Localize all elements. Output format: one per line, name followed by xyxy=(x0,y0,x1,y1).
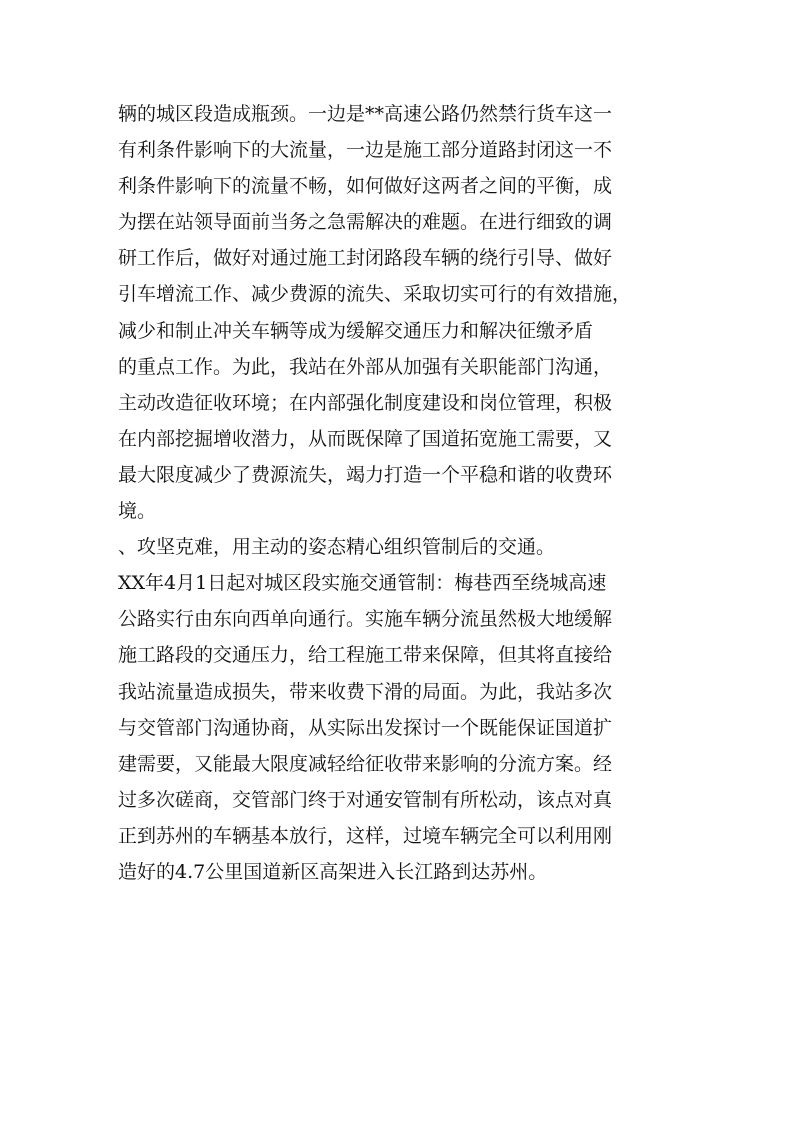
text-line: 过多次磋商，交管部门终于对通安管制有所松动，该点对真 xyxy=(118,788,613,811)
text-line: 为摆在站领导面前当务之急需解决的难题。在进行细致的调 xyxy=(118,211,613,234)
text-line: 正到苏州的车辆基本放行，这样，过境车辆完全可以利用刚 xyxy=(118,824,613,847)
text-line: 与交管部门沟通协商，从实际出发探讨一个既能保证国道扩 xyxy=(118,716,613,739)
document-body xyxy=(118,96,698,890)
text-line: 施工路段的交通压力，给工程施工带来保障，但其将直接给 xyxy=(118,644,613,667)
text-line: 公路实行由东向西单向通行。实施车辆分流虽然极大地缓解 xyxy=(118,608,613,631)
text-line: 我站流量造成损失，带来收费下滑的局面。为此，我站多次 xyxy=(118,680,613,703)
text-line: 有利条件影响下的大流量，一边是施工部分道路封闭这一不 xyxy=(118,139,613,162)
text-line: 引车增流工作、减少费源的流失、采取切实可行的有效措施， xyxy=(118,283,632,306)
text-line: 的重点工作。为此，我站在外部从加强有关职能部门沟通， xyxy=(118,355,613,378)
text-line: 境。 xyxy=(118,500,157,523)
text-line: 研工作后，做好对通过施工封闭路段车辆的绕行引导、做好 xyxy=(118,247,613,270)
text-line: 辆的城区段造成瓶颈。一边是**高速公路仍然禁行货车这一 xyxy=(118,103,613,125)
text-line: 减少和制止冲关车辆等成为缓解交通压力和解决征缴矛盾 xyxy=(118,319,594,342)
text-line: 主动改造征收环境；在内部强化制度建设和岗位管理，积极 xyxy=(118,391,613,414)
section-heading: 、攻坚克难，用主动的姿态精心组织管制后的交通。 xyxy=(118,536,556,559)
text-line: XX年4月1日起对城区段实施交通管制：梅巷西至绕城高速 xyxy=(118,572,607,595)
text-line: 在内部挖掘增收潜力，从而既保障了国道拓宽施工需要，又 xyxy=(118,427,613,450)
text-line: 建需要，又能最大限度减轻给征收带来影响的分流方案。经 xyxy=(118,752,613,775)
text-line: 利条件影响下的流量不畅，如何做好这两者之间的平衡，成 xyxy=(118,175,613,198)
text-line: 造好的4.7公里国道新区高架进入长江路到达苏州。 xyxy=(118,860,548,883)
text-line: 最大限度减少了费源流失，竭力打造一个平稳和谐的收费环 xyxy=(118,463,613,486)
